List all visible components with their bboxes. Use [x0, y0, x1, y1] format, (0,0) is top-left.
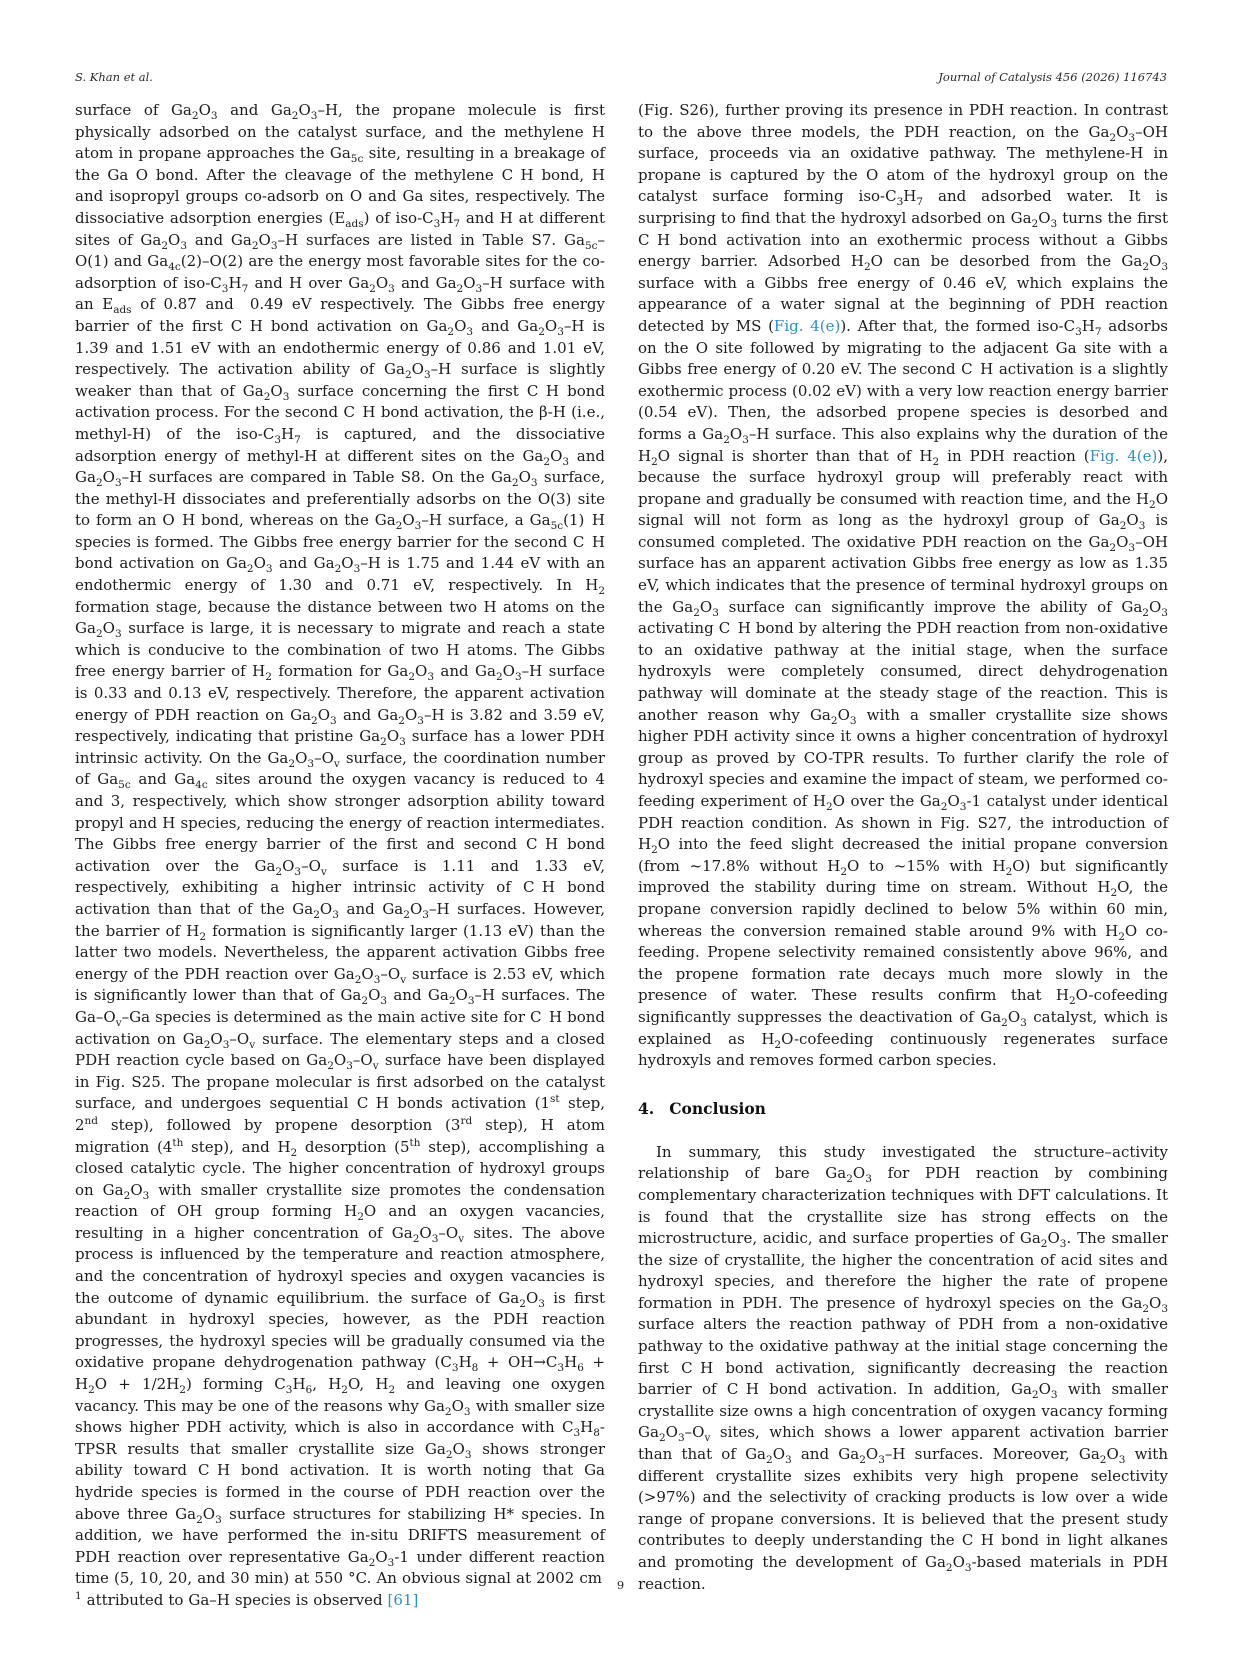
running-head-author: S. Khan et al. — [75, 70, 153, 84]
body-paragraph: In summary, this study investigated the structure–activity relationship of bare $Ga_2O_3$ for PDH reaction by combining complementary characterization techniques with DFT calculations. It is found that the crystallite size has strong effects on the microstructure, acidic, and surface properties of $Ga_2O_3$. The smaller the size of crystallite, the higher the concentration of acid sites and hydroxyl species, and therefore the higher the rate of propene formation in PDH. The presence of hydroxyl species on the $Ga_2O_3$ surface alters the reaction pathway of PDH from a non-oxidative pathway to the oxidative pathway at the initial stage concerning the first C H bond activation, significantly decreasing the reaction barrier of C H bond activation. In addition, $Ga_2O_3$ with smaller crystallite size owns a high concentration of oxygen vacancy forming $Ga_2O_3-O_v$ sites, which shows a lower apparent activation barrier than that of $Ga_2O_3$ and $Ga_2O_3-H$ surfaces. Moreover, $Ga_2O_3$ with different crystallite sizes exhibits very high propene selectivity (>97%) and the selectivity of cracking products is low over a wide range of propane conversions. It is believed that the present study contributes to deeply understanding the C H bond in light alkanes and promoting the development of $Ga_2O_3$-based materials in PDH reaction. — [638, 1142, 1168, 1593]
body-paragraph: surface of $Ga_2O_3$ and $Ga_2O_3-H$, the propane molecule is first physically adsorbed on the catalyst surface, and the methylene H atom in propane approaches the $Ga_{5c}$ site, resulting in a breakage of the Ga O bond. After the cleavage of the methylene C H bond, H and isopropyl groups co-adsorb on O and Ga sites, respectively. The dissociative adsorption energies $(E_{ads})$ of iso-$C_3H_7$ and H at different sites of $Ga_2O_3$ and $Ga_2O_3-H$ surfaces are listed in Table S7. $Ga_{5c}-O(1)$ and $Ga_{4c}(2)-O(2)$ are the energy most favorable sites for the co-adsorption of iso-$C_3H_7$ and H over $Ga_2O_3$ and $Ga_2O_3-H$ surface with an $E_{ads}$ of 0.87 and 0.49 eV respectively. The Gibbs free energy barrier of the first C H bond activation on $Ga_2O_3$ and $Ga_2O_3-H$ is 1.39 and 1.51 eV with an endothermic energy of 0.86 and 1.01 eV, respectively. The activation ability of $Ga_2O_3-H$ surface is slightly weaker than that of $Ga_2O_3$ surface concerning the first C H bond activation process. For the second C H bond activation, the β-H (i.e., methyl-H) of the iso-$C_3H_7$ is captured, and the dissociative adsorption energy of methyl-H at different sites on the $Ga_2O_3$ and $Ga_2O_3-H$ surfaces are compared in Table S8. On the $Ga_2O_3$ surface, the methyl-H dissociates and preferentially adsorbs on the O(3) site to form an O H bond, whereas on the $Ga_2O_3-H$ surface, a $Ga_{5c}(1)$ H species is formed. The Gibbs free energy barrier for the second C H bond activation on $Ga_2O_3$ and $Ga_2O_3-H$ is 1.75 and 1.44 eV with an endothermic energy of 1.30 and 0.71 eV, respectively. In $H_2$ formation stage, because the distance between two H atoms on the $Ga_2O_3$ surface is large, it is necessary to migrate and reach a state which is conducive to the combination of two H atoms. The Gibbs free energy barrier of $H_2$ formation for $Ga_2O_3$ and $Ga_2O_3-H$ surface is 0.33 and 0.13 eV, respectively. Therefore, the apparent activation energy of PDH reaction on $Ga_2O_3$ and $Ga_2O_3-H$ is 3.82 and 3.59 eV, respectively, indicating that pristine $Ga_2O_3$ surface has a lower PDH intrinsic activity. On the $Ga_2O_3-O_v$ surface, the coordination number of $Ga_{5c}$ and $Ga_{4c}$ sites around the oxygen vacancy is reduced to 4 and 3, respectively, which show stronger adsorption ability toward propyl and H species, reducing the energy of reaction intermediates. The Gibbs free energy barrier of the first and second C H bond activation over the $Ga_2O_3-O_v$ surface is 1.11 and 1.33 eV, respectively, exhibiting a higher intrinsic activity of C H bond activation than that of the $Ga_2O_3$ and $Ga_2O_3-H$ surfaces. However, the barrier of $H_2$ formation is significantly larger (1.13 eV) than the latter two models. Nevertheless, the apparent activation Gibbs free energy of the PDH reaction over $Ga_2O_3-O_v$ surface is 2.53 eV, which is significantly lower than that of $Ga_2O_3$ and $Ga_2O_3-H$ surfaces. The $Ga-O_v-Ga$ species is determined as the main active site for C H bond activation on $Ga_2O_3-O_v$ surface. The elementary steps and a closed PDH reaction cycle based on $Ga_2O_3-O_v$ surface have been displayed in Fig. S25. The propane molecular is first adsorbed on the catalyst surface, and undergoes sequential C H bonds activation (1st step, 2nd step), followed by propene desorption (3rd step), H atom migration (4th step), and $H_2$ desorption (5th step), accomplishing a closed catalytic cycle. The higher concentration of hydroxyl groups on $Ga_2O_3$ with smaller crystallite size promotes the condensation reaction of OH group forming $H_2O$ and an oxygen vacancies, resulting in a higher concentration of $Ga_2O_3-O_v$ sites. The above process is influenced by the temperature and reaction atmosphere, and the concentration of hydroxyl species and oxygen vacancies is the outcome of dynamic equilibrium. the surface of $Ga_2O_3$ is first abundant in hydroxyl species, however, as the PDH reaction progresses, the hydroxyl species will be gradually consumed via the oxidative propane dehydrogenation pathway $(C_3H_8 + OH\to C_3H_6 + H_2O + 1/2H_2)$ forming $C_3H_6$, $H_2O$, $H_2$ and leaving one oxygen vacancy. This may be one of the reasons why $Ga_2O_3$ with smaller size shows higher PDH activity, which is also in accordance with $C_3H_8$-TPSR results that smaller crystallite size $Ga_2O_3$ shows stronger ability toward C H bond activation. It is worth noting that Ga hydride species is formed in the course of PDH reaction over the above three $Ga_2O_3$ surface structures for stabilizing H* species. In addition, we have performed the in-situ DRIFTS measurement of PDH reaction over representative $Ga_2O_3-1$ under different reaction time (5, 10, 20, and 30 min) at 550 °C. An obvious signal at 2002 cm $^1$ attributed to Ga–H species is observed [61] — [75, 101, 606, 1609]
citation-link[interactable]: Fig. 4(e) — [773, 316, 841, 335]
section-title: Conclusion — [669, 1098, 766, 1118]
citation-link[interactable]: [61] — [387, 1590, 419, 1609]
body-paragraph: (Fig. S26), further proving its presence in PDH reaction. In contrast to the above three models, the PDH reaction, on the $Ga_2O_3-OH$ surface, proceeds via an oxidative pathway. The methylene-H in propane is captured by the O atom of the hydroxyl group on the catalyst surface forming iso-$C_3H_7$ and adsorbed water. It is surprising to find that the hydroxyl adsorbed on $Ga_2O_3$ turns the first C H bond activation into an exothermic process without a Gibbs energy barrier. Adsorbed $H_2O$ can be desorbed from the $Ga_2O_3$ surface with a Gibbs free energy of 0.46 eV, which explains the appearance of a water signal at the beginning of PDH reaction detected by MS (Fig. 4(e)). After that, the formed iso-$C_3H_7$ adsorbs on the O site followed by migrating to the adjacent Ga site with a Gibbs free energy of 0.20 eV. The second C H activation is a slightly exothermic process (0.02 eV) with a very low reaction energy barrier (0.54 eV). Then, the adsorbed propene species is desorbed and forms a $Ga_2O_3-H$ surface. This also explains why the duration of the $H_2O$ signal is shorter than that of $H_2$ in PDH reaction (Fig. 4(e)), because the surface hydroxyl group will preferably react with propane and gradually be consumed with reaction time, and the $H_2O$ signal will not form as long as the hydroxyl group of $Ga_2O_3$ is consumed completed. The oxidative PDH reaction on the $Ga_2O_3-OH$ surface has an apparent activation Gibbs free energy as low as 1.35 eV, which indicates that the presence of terminal hydroxyl groups on the $Ga_2O_3$ surface can significantly improve the ability of $Ga_2O_3$ activating C H bond by altering the PDH reaction from non-oxidative to an oxidative pathway at the initial stage, when the surface hydroxyls were completely consumed, direct dehydrogenation pathway will dominate at the steady stage of the reaction. This is another reason why $Ga_2O_3$ with a smaller crystallite size shows higher PDH activity since it owns a higher concentration of hydroxyl group as proved by CO-TPR results. To further clarify the role of hydroxyl species and examine the impact of steam, we performed co-feeding experiment of $H_2O$ over the $Ga_2O_3-1$ catalyst under identical PDH reaction condition. As shown in Fig. S27, the introduction of $H_2O$ into the feed slight decreased the initial propane conversion (from ~17.8% without $H_2O$ to ~15% with $H_2O$) but significantly improved the stability during time on stream. Without $H_2O$, the propane conversion rapidly declined to below 5% within 60 min, whereas the conversion remained stable around 9% with $H_2O$ co-feeding. Propene selectivity remained consistently above 96%, and the propene formation rate decays much more slowly in the presence of water. These results confirm that $H_2O$-cofeeding significantly suppresses the deactivation of $Ga_2O_3$ catalyst, which is explained as $H_2O$-cofeeding continuously regenerates surface hydroxyls and removes formed carbon species. — [638, 101, 1169, 1070]
right-column — [638, 100, 1168, 1612]
running-head — [75, 70, 1167, 84]
citation-link[interactable]: Fig. 4(e) — [1089, 446, 1158, 465]
page-number: 9 — [616, 1578, 625, 1592]
section-heading-conclusion — [638, 1099, 1168, 1118]
section-number: 4. — [638, 1098, 655, 1118]
two-column-body — [75, 100, 1168, 1612]
running-head-journal: Journal of Catalysis 456 (2026) 116743 — [938, 70, 1167, 84]
left-column — [75, 100, 605, 1612]
